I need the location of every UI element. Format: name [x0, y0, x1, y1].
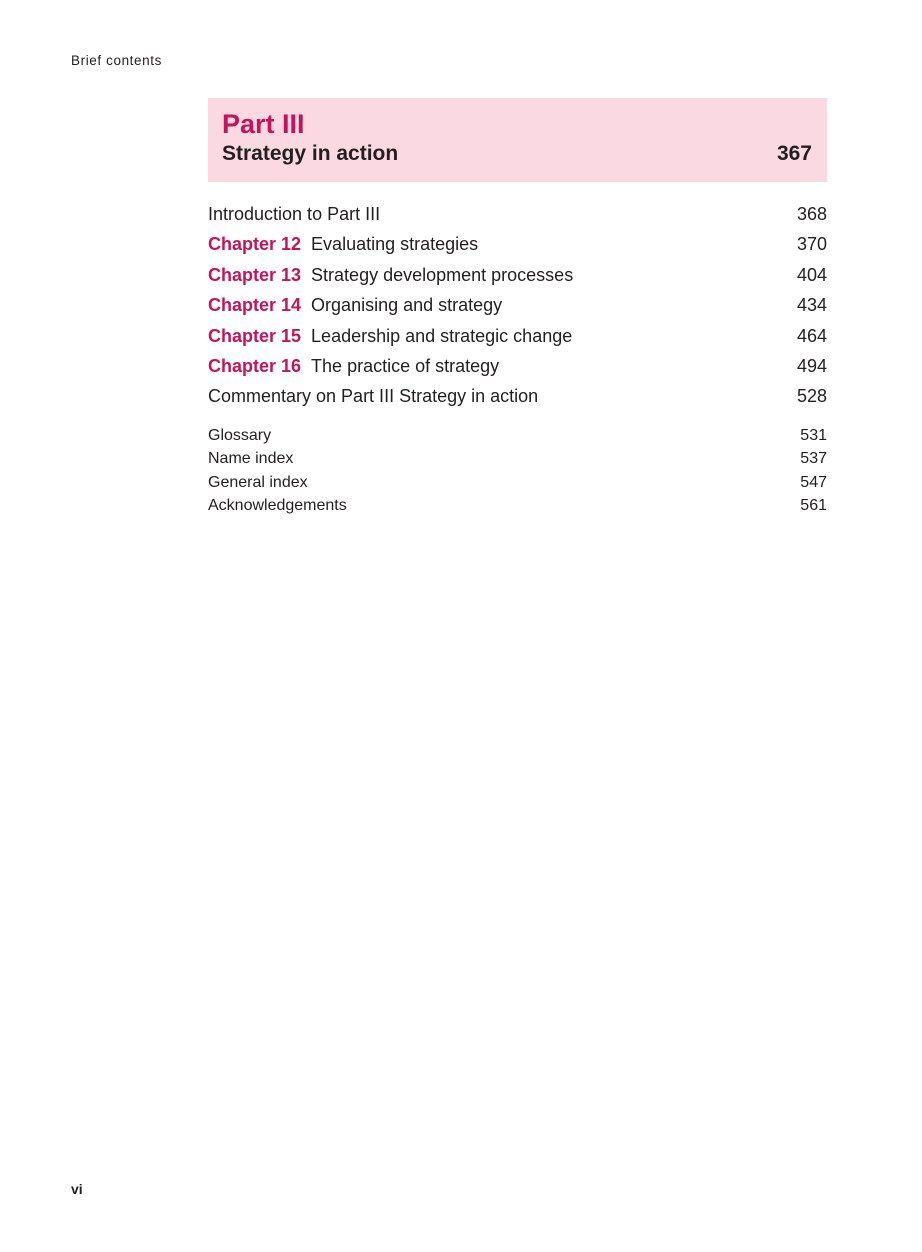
entry-title: The practice of strategy [311, 355, 500, 376]
entry-page: 464 [796, 325, 827, 346]
entry-title: Commentary on Part III Strategy in action [208, 386, 539, 407]
page-folio: vi [71, 1181, 83, 1197]
toc-entry-chapter-14[interactable] [208, 290, 827, 320]
part-banner [208, 98, 827, 182]
entry-page: 528 [796, 386, 827, 407]
entry-title: Glossary [208, 427, 272, 444]
toc-entry-chapter-15[interactable] [208, 321, 827, 351]
entry-title: General index [208, 473, 308, 491]
entry-title: Leadership and strategic change [311, 325, 573, 346]
entry-page: 547 [800, 473, 827, 491]
toc-entry-introduction[interactable] [208, 199, 827, 229]
toc-entry-chapter-12[interactable] [208, 229, 827, 259]
entry-page: 434 [796, 295, 827, 316]
back-matter-name-index[interactable] [208, 447, 827, 470]
entry-title: Name index [208, 450, 294, 468]
entry-page: 368 [796, 204, 827, 224]
entry-page: 537 [800, 450, 827, 468]
back-matter-list [208, 424, 827, 517]
chapter-label: Chapter 12 [208, 234, 302, 255]
chapter-label: Chapter 15 [208, 325, 302, 346]
entry-page: 494 [796, 355, 827, 376]
entry-page: 531 [800, 427, 827, 444]
part-page-number: 367 [776, 142, 812, 165]
back-matter-glossary[interactable] [208, 424, 827, 447]
part-title: Strategy in action [222, 142, 399, 165]
entry-title: Organising and strategy [311, 295, 503, 316]
entry-title: Strategy development processes [311, 264, 574, 285]
entry-title: Evaluating strategies [311, 234, 479, 255]
chapter-label: Chapter 14 [208, 295, 302, 316]
back-matter-general-index[interactable] [208, 471, 827, 494]
chapter-label: Chapter 16 [208, 355, 302, 376]
entry-title: Acknowledgements [208, 496, 347, 514]
toc-entry-chapter-13[interactable] [208, 260, 827, 290]
part-title-row [222, 141, 812, 167]
toc-entry-chapter-16[interactable] [208, 351, 827, 381]
entry-title: Introduction to Part III [208, 204, 381, 224]
entry-page: 561 [800, 496, 827, 514]
part-label: Part III [222, 109, 305, 139]
entry-page: 370 [796, 234, 827, 255]
chapter-label: Chapter 13 [208, 264, 302, 285]
running-head: Brief contents [71, 53, 162, 68]
entry-page: 404 [796, 264, 827, 285]
back-matter-acknowledgements[interactable] [208, 494, 827, 517]
toc-entry-commentary[interactable] [208, 381, 827, 411]
chapter-list [208, 199, 827, 412]
